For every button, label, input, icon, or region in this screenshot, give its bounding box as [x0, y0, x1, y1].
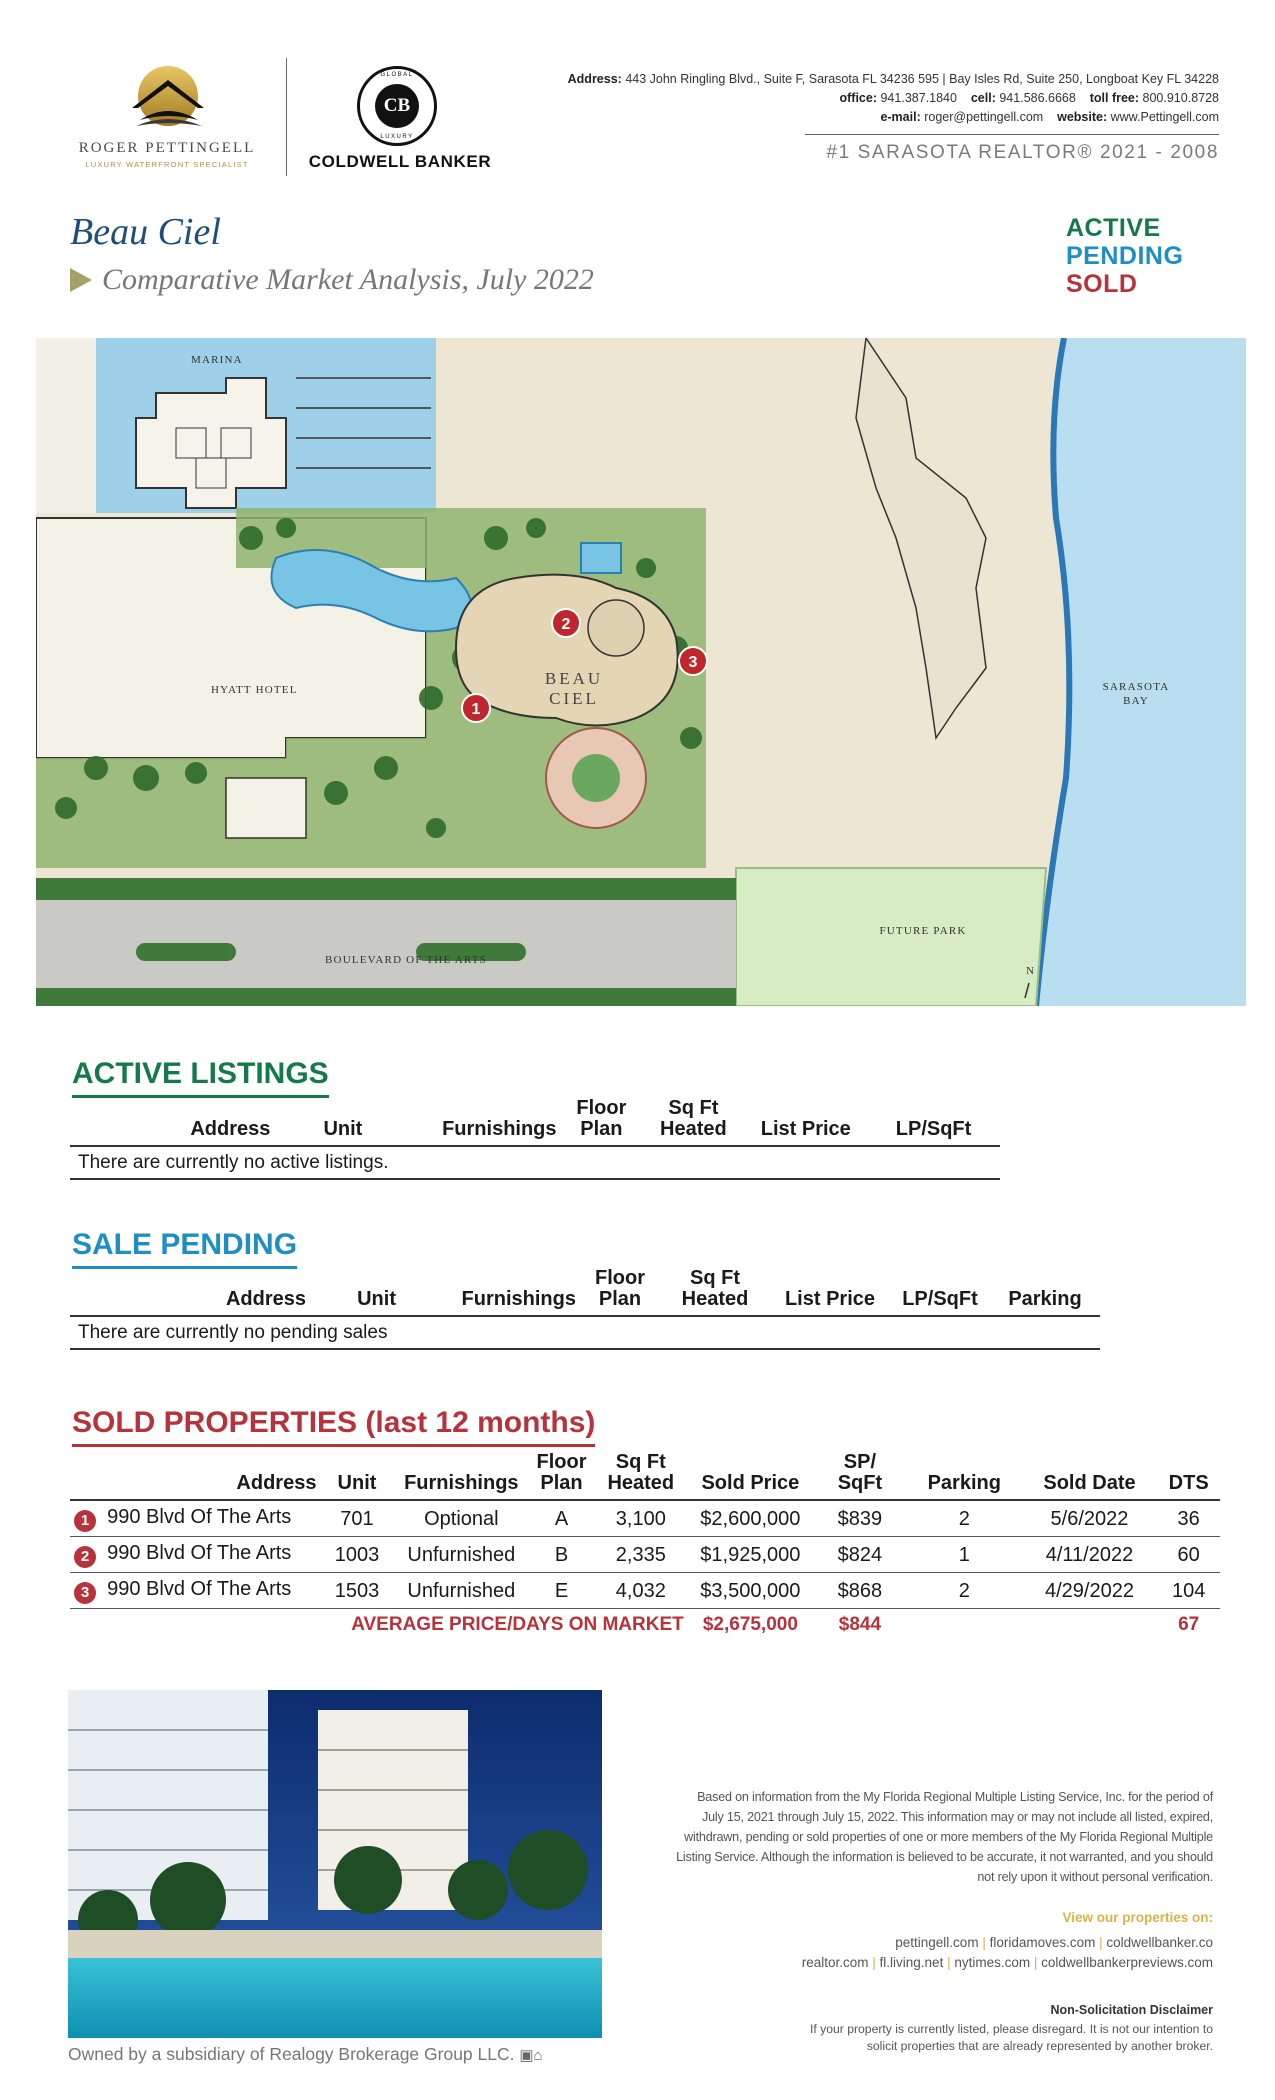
empty-row: There are currently no pending sales	[70, 1316, 1100, 1349]
average-row: AVERAGE PRICE/DAYS ON MARKET $2,675,000 $844 67	[351, 1614, 1200, 1635]
north-label: N	[1026, 965, 1036, 977]
active-listings-table	[70, 1098, 1000, 1180]
link-coldwellbanker[interactable]: coldwellbanker.co	[1106, 1935, 1213, 1950]
cell-sold-date: 4/11/2022	[1045, 1543, 1134, 1566]
cell-furnishings: Unfurnished	[407, 1543, 516, 1566]
cell-unit: 1503	[334, 1579, 380, 1602]
label-ciel: CIEL	[549, 689, 599, 708]
cell-sold-price: $3,500,000	[700, 1579, 801, 1602]
link-floridamoves[interactable]: floridamoves.com	[989, 1935, 1096, 1950]
triangle-bullet-icon	[70, 268, 92, 292]
logo-divider	[286, 58, 287, 176]
active-listings-heading: ACTIVE LISTINGS	[72, 1057, 329, 1091]
label-boulevard: BOULEVARD OF THE ARTS	[325, 954, 487, 966]
non-solicitation-title: Non-Solicitation Disclaimer	[1050, 2003, 1213, 2017]
cell-sqft: 2,335	[615, 1543, 666, 1566]
cell-unit: 1003	[334, 1543, 380, 1566]
header-tagline: #1 SARASOTA REALTOR® 2021 - 2008	[826, 142, 1219, 163]
pettingell-logo	[62, 62, 272, 180]
cell-dts: 60	[1177, 1543, 1200, 1566]
svg-text:2: 2	[561, 616, 571, 633]
link-cbpreviews[interactable]: coldwellbankerpreviews.com	[1041, 1955, 1213, 1970]
cell-parking: 2	[958, 1507, 970, 1530]
sale-pending-table	[70, 1268, 1100, 1350]
map-marker-2	[552, 609, 580, 637]
site-plan-map	[36, 338, 1246, 1006]
website-link[interactable]: www.Pettingell.com	[1110, 110, 1219, 124]
cell-sp-sqft: $868	[837, 1579, 883, 1602]
cell-parking: 2	[958, 1579, 970, 1602]
empty-row: There are currently no active listings.	[70, 1146, 1000, 1179]
cell-parking: 1	[958, 1543, 970, 1566]
label-marina: MARINA	[191, 354, 243, 366]
label-bay-1: SARASOTA	[1102, 681, 1170, 693]
cell-sold-price: $2,600,000	[700, 1507, 801, 1530]
links-row-2: realtor.com | fl.living.net | nytimes.com | coldwellbankerpreviews.com	[801, 1955, 1213, 1970]
link-realtor[interactable]: realtor.com	[801, 1955, 869, 1970]
table-header-row: Address Unit Furnishings Floor Plan Sq Ft Heated Sold Price SP/ SqFt Parking Sold Date DTS	[70, 1452, 1220, 1500]
cell-address: 990 Blvd Of The Arts	[107, 1578, 292, 1600]
sold-properties-heading: SOLD PROPERTIES (last 12 months)	[72, 1406, 595, 1440]
cell-sold-price: $1,925,000	[700, 1543, 801, 1566]
marker-badge-icon: 1	[74, 1510, 96, 1532]
label-beau: BEAU	[544, 669, 604, 688]
mls-disclaimer: Based on information from the My Florida Regional Multiple Listing Service, Inc. for the period of July 15, 2021 through July 15, 2022. This information may or may not include all listed, expired, withdrawn, pending or sold properties of one or more members of the My Florida Regional Multiple Listing Service. Although the information is believed to be accurate, it not warranted, and you should not rely upon it without personal verification.	[676, 1790, 1213, 1884]
svg-text:3: 3	[688, 654, 698, 671]
coldwell-banker-logo	[300, 66, 500, 178]
cell-address: 990 Blvd Of The Arts	[107, 1542, 292, 1564]
contact-divider	[805, 134, 1219, 135]
cell-sqft: 3,100	[615, 1507, 666, 1530]
legend-sold: SOLD	[1066, 270, 1138, 298]
cell-floor-plan: E	[554, 1579, 569, 1602]
link-nytimes[interactable]: nytimes.com	[954, 1955, 1031, 1970]
ownership-note: Owned by a subsidiary of Realogy Brokerage Group LLC. ▣⌂	[68, 2044, 543, 2064]
equal-housing-icon: ▣⌂	[519, 2047, 543, 2064]
sold-properties-table	[70, 1452, 1220, 1640]
property-links	[802, 1933, 1213, 1973]
marker-badge-icon: 2	[74, 1546, 96, 1568]
map-marker-3	[679, 647, 707, 675]
address-line: Address: 443 John Ringling Blvd., Suite F, Sarasota FL 34236 595 | Bay Isles Rd, Suite 250, Longboat Key FL 34228	[567, 72, 1219, 86]
contact-block	[568, 70, 1219, 127]
table-header-row: Address Unit Furnishings Floor Plan Sq Ft Heated List Price LP/SqFt Parking	[70, 1268, 1100, 1316]
label-hyatt: HYATT HOTEL	[211, 684, 298, 696]
cell-dts: 104	[1171, 1579, 1206, 1602]
brand-name: COLDWELL BANKER	[308, 152, 492, 171]
house-sun-logo-icon	[102, 62, 232, 138]
non-solicitation-text: If your property is currently listed, please disregard. It is not our intention to solicit properties that are already represented by another broker.	[809, 2022, 1213, 2053]
cell-unit: 701	[340, 1507, 374, 1530]
cell-sold-date: 5/6/2022	[1050, 1507, 1129, 1530]
cell-sp-sqft: $824	[837, 1543, 883, 1566]
phone-line: office: 941.387.1840 cell: 941.586.6668 toll free: 800.910.8728	[839, 91, 1219, 105]
cell-floor-plan: A	[554, 1507, 569, 1530]
svg-text:1: 1	[471, 701, 481, 718]
legend-active: ACTIVE	[1066, 214, 1161, 242]
table-row	[70, 1500, 1220, 1537]
table-header-row: Address Unit Furnishings Floor Plan Sq Ft Heated List Price LP/SqFt	[70, 1098, 1000, 1146]
label-park: FUTURE PARK	[879, 925, 967, 937]
cell-floor-plan: B	[554, 1543, 569, 1566]
broker-name: ROGER PETTINGELL	[78, 140, 256, 156]
sale-pending-heading: SALE PENDING	[72, 1228, 297, 1262]
future-park	[736, 868, 1046, 1006]
table-row	[70, 1537, 1220, 1573]
building-pool-photo	[68, 1690, 602, 2038]
status-legend	[1066, 214, 1183, 298]
view-properties-heading: View our properties on:	[1062, 1910, 1213, 1925]
cell-sqft: 4,032	[615, 1579, 666, 1602]
page-subtitle: Comparative Market Analysis, July 2022	[70, 263, 594, 297]
cell-dts: 36	[1177, 1507, 1200, 1530]
table-row	[70, 1573, 1220, 1609]
cell-sp-sqft: $839	[837, 1507, 883, 1530]
map-marker-1	[462, 694, 490, 722]
cell-furnishings: Unfurnished	[407, 1579, 516, 1602]
email-web-line: e-mail: roger@pettingell.com website: www.Pettingell.com	[880, 110, 1219, 124]
global-luxury-seal-icon: GLOBAL CB LUXURY	[357, 66, 437, 146]
link-pettingell[interactable]: pettingell.com	[895, 1935, 979, 1950]
legend-pending: PENDING	[1066, 242, 1184, 270]
cell-furnishings: Optional	[424, 1507, 499, 1530]
email-link[interactable]: roger@pettingell.com	[924, 110, 1044, 124]
page-title: Beau Ciel	[70, 211, 221, 253]
label-bay-2: BAY	[1123, 695, 1149, 707]
cell-sold-date: 4/29/2022	[1044, 1579, 1134, 1602]
broker-tagline: LUXURY WATERFRONT SPECIALIST	[85, 160, 249, 169]
marker-badge-icon: 3	[74, 1582, 96, 1604]
cell-address: 990 Blvd Of The Arts	[107, 1506, 292, 1528]
links-row-1: pettingell.com | floridamoves.com | coldwellbanker.co	[895, 1935, 1213, 1950]
link-flliving[interactable]: fl.living.net	[879, 1955, 944, 1970]
